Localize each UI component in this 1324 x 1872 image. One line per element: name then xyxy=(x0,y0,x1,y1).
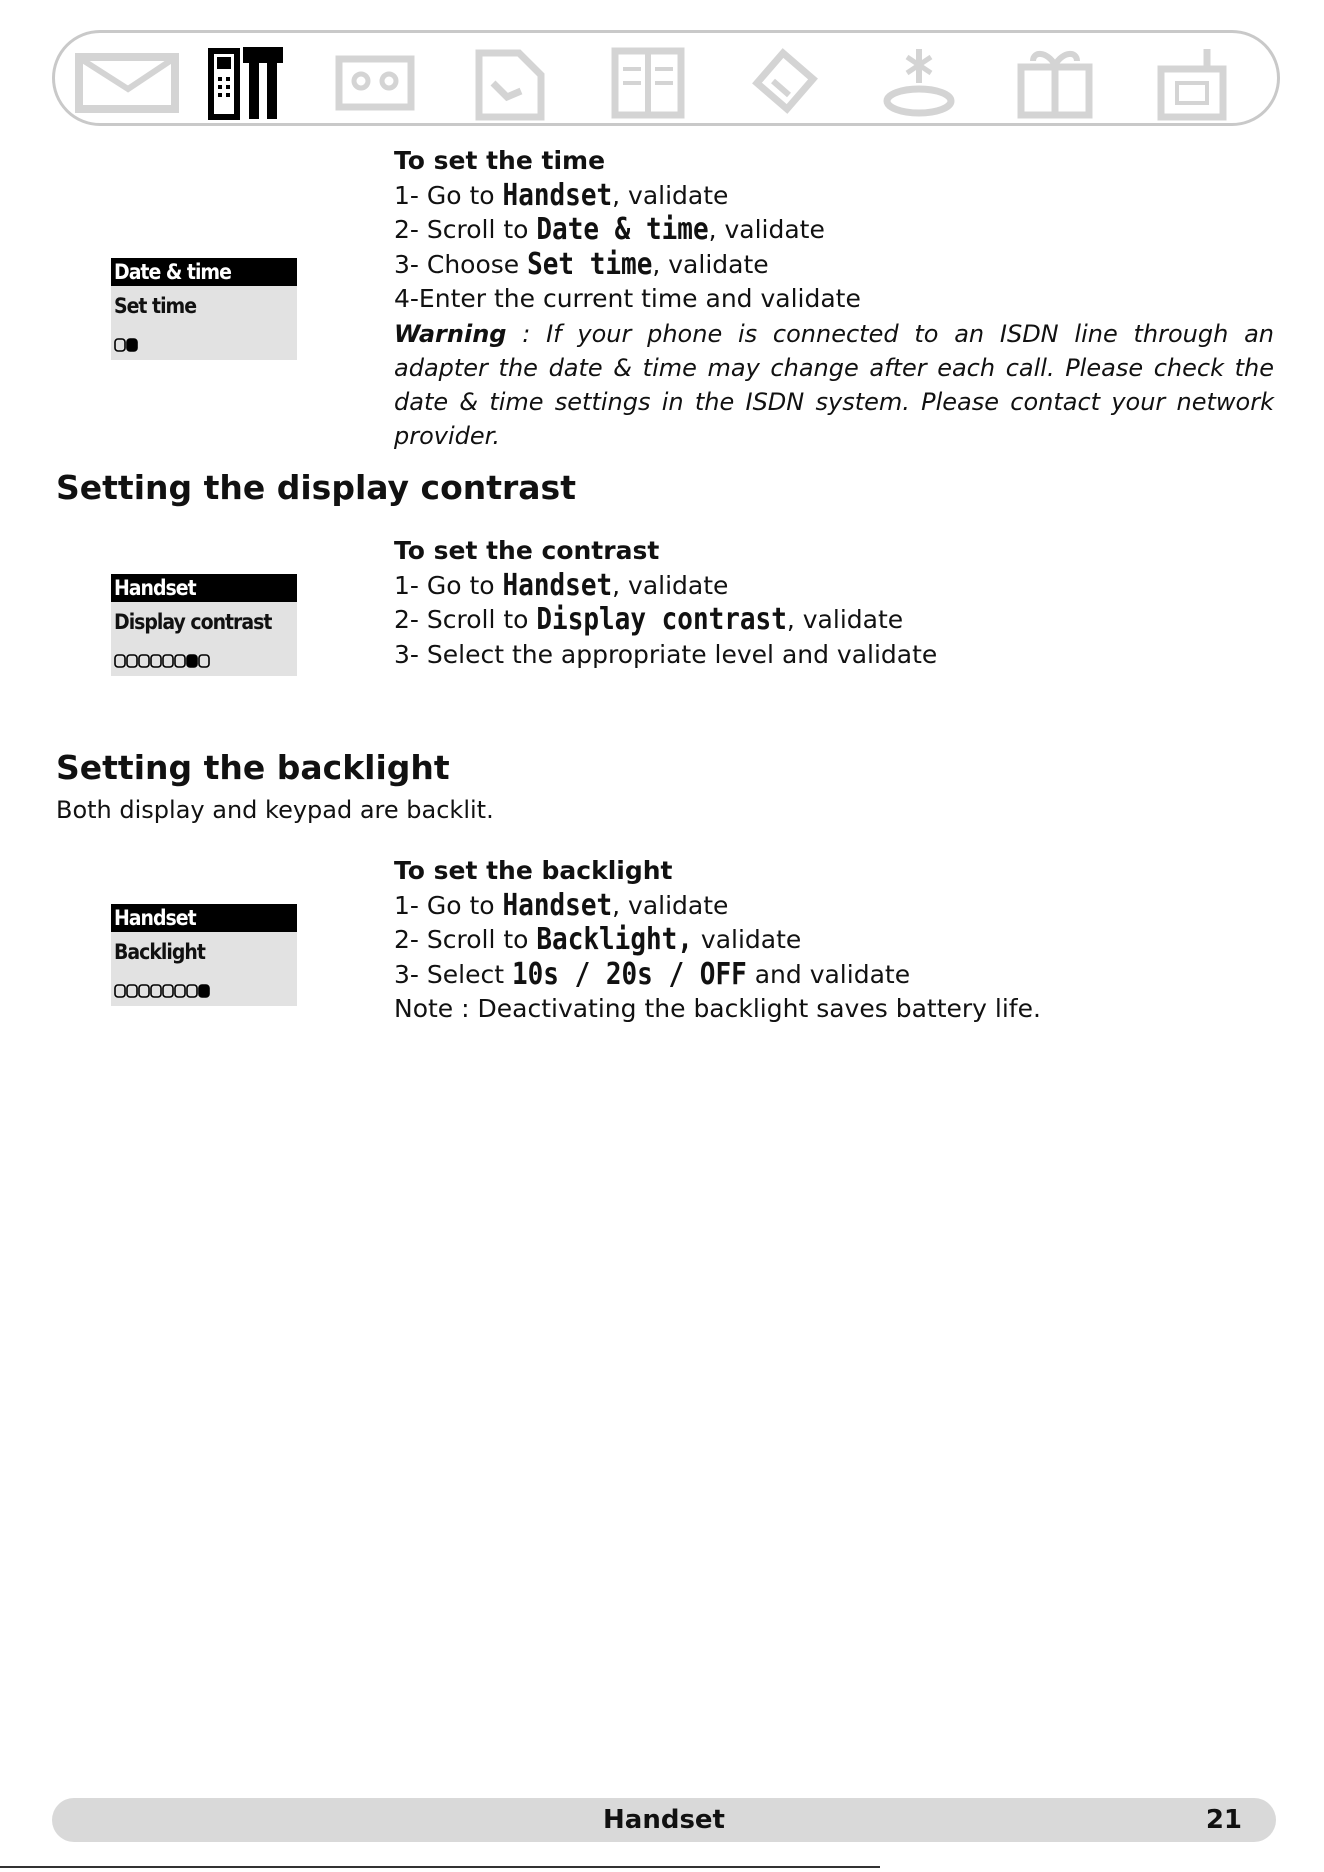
level-cell xyxy=(163,655,173,667)
menu-keyword: Set time xyxy=(527,247,653,282)
level-cell xyxy=(139,985,149,997)
lcd-title: Handset xyxy=(111,574,297,602)
step: 2- Scroll to Display contrast, validate xyxy=(394,603,937,638)
level-cell xyxy=(151,655,161,667)
lcd-title: Handset xyxy=(111,904,297,932)
step: 3- Select the appropriate level and validate xyxy=(394,639,938,669)
bottom-rule xyxy=(0,1866,880,1868)
menu-keyword: 10s / 20s / OFF xyxy=(511,957,747,992)
menu-keyword: Handset xyxy=(502,568,613,603)
section-intro: Both display and keypad are backlit. xyxy=(56,796,494,824)
note: Note : Deactivating the backlight saves battery life. xyxy=(394,994,1041,1023)
handset-settings-icon xyxy=(205,43,289,123)
page-footer xyxy=(52,1798,1276,1842)
level-cell xyxy=(199,655,209,667)
footer-title: Handset xyxy=(603,1805,725,1835)
envelope-icon xyxy=(73,43,183,119)
step: 1- Go to Handset, validate xyxy=(394,569,937,604)
level-cell xyxy=(163,985,173,997)
lcd-menu-item: Set time xyxy=(114,294,197,318)
page-number: 21 xyxy=(1205,1805,1242,1835)
level-cell xyxy=(187,985,197,997)
backlight-instructions xyxy=(394,854,1041,1027)
instruction-heading: To set the time xyxy=(394,146,606,175)
step: 4-Enter the current time and validate xyxy=(394,284,861,313)
lcd-title: Date & time xyxy=(111,258,297,286)
level-cell xyxy=(127,985,137,997)
phone-book-icon xyxy=(471,43,555,123)
menu-icon-bar xyxy=(52,30,1280,126)
step: 3- Choose Set time, validate xyxy=(394,248,1274,283)
level-cell-selected xyxy=(199,985,209,997)
lcd-menu-item: Backlight xyxy=(114,940,205,964)
cassette-icon xyxy=(333,43,417,119)
warning-label: Warning xyxy=(394,319,507,348)
gift-icon xyxy=(1013,43,1097,123)
step: 2- Scroll to Date & time, validate xyxy=(394,213,1274,248)
level-cell xyxy=(175,655,185,667)
level-cell xyxy=(115,655,125,667)
base-station-icon xyxy=(1151,43,1235,123)
level-cell xyxy=(175,985,185,997)
step: 2- Scroll to Backlight, validate xyxy=(394,923,1041,958)
level-cell-selected xyxy=(187,655,197,667)
level-cell xyxy=(127,655,137,667)
lcd-screen-backlight xyxy=(111,904,297,1006)
menu-keyword: Handset xyxy=(502,178,613,213)
lcd-menu-item: Display contrast xyxy=(114,610,272,634)
book-icon xyxy=(607,43,691,123)
menu-keyword: Handset xyxy=(502,888,613,923)
section-title-contrast: Setting the display contrast xyxy=(56,468,576,507)
level-cell xyxy=(139,655,149,667)
step: 3- Select 10s / 20s / OFF and validate xyxy=(394,958,1041,993)
menu-keyword: Display contrast xyxy=(536,602,787,638)
time-instructions xyxy=(394,144,1274,453)
lcd-level-indicator xyxy=(114,983,294,999)
instruction-heading: To set the backlight xyxy=(394,856,673,885)
phone-note-icon xyxy=(743,43,827,123)
lcd-level-indicator xyxy=(114,337,294,353)
clock-antenna-icon xyxy=(877,43,961,123)
lcd-screen-contrast xyxy=(111,574,297,676)
level-cell xyxy=(115,339,125,351)
level-cell-selected xyxy=(127,339,137,351)
contrast-instructions xyxy=(394,534,937,672)
section-title-backlight: Setting the backlight xyxy=(56,748,450,787)
step: 1- Go to Handset, validate xyxy=(394,889,1041,924)
step: 1- Go to Handset, validate xyxy=(394,179,1274,214)
menu-keyword: Backlight, xyxy=(536,922,693,958)
lcd-screen-time xyxy=(111,258,297,360)
level-cell xyxy=(151,985,161,997)
menu-keyword: Date & time xyxy=(536,212,709,248)
instruction-heading: To set the contrast xyxy=(394,536,660,565)
warning-note: Warning : If your phone is connected to an ISDN line through an adapter the date & time may change after each call. Please check the date & time settings in the ISDN system. Please contact your network provider. xyxy=(394,319,1274,450)
lcd-level-indicator xyxy=(114,653,294,669)
level-cell xyxy=(115,985,125,997)
